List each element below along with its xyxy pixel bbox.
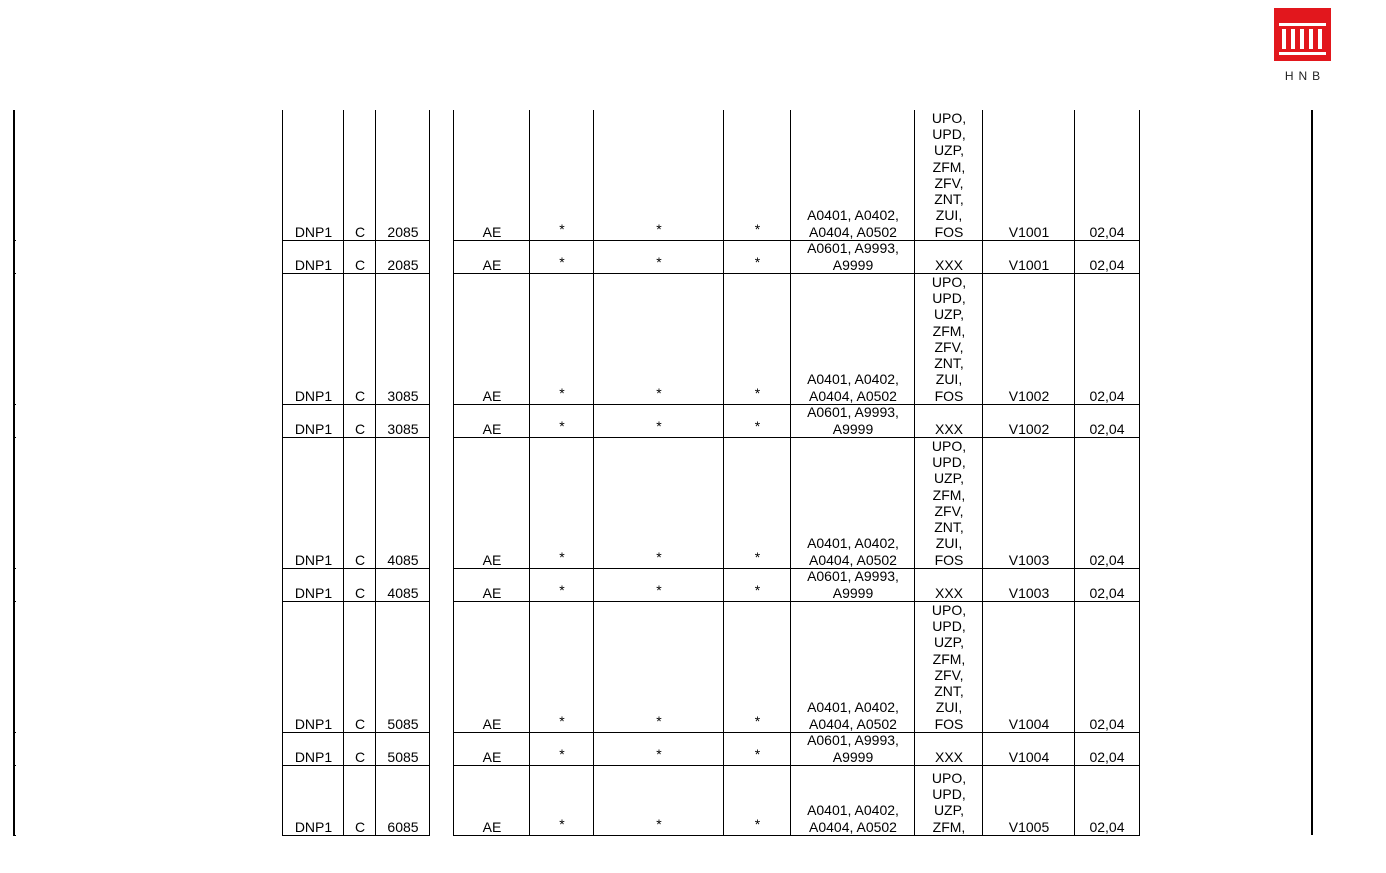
- table-cell-c7: [593, 405, 724, 438]
- cell-text: *: [559, 384, 565, 401]
- cell-text: V1001: [1008, 256, 1050, 273]
- cell-text: *: [754, 220, 761, 237]
- cell-text: DNP1: [294, 584, 333, 601]
- table-cell-c7: [593, 438, 724, 569]
- cell-text: A0401, A0402, A0404, A0502: [807, 371, 899, 404]
- cell-text: 3085: [387, 387, 419, 404]
- table-cell-c5: [453, 569, 530, 602]
- row-divider-tick: [13, 240, 16, 241]
- table-cell-c12: [1074, 274, 1140, 405]
- table-cell-c8: [723, 569, 791, 602]
- table-cell-c4: [429, 602, 454, 733]
- table-cell-c3: [375, 274, 430, 405]
- cell-text: 4085: [387, 551, 419, 568]
- cell-text: *: [656, 384, 662, 401]
- cell-text: 02,04: [1089, 584, 1125, 601]
- table-cell-c8: [723, 733, 791, 766]
- table-row: [282, 438, 1140, 569]
- cell-text: V1005: [1008, 818, 1050, 835]
- cell-text: AE: [482, 551, 502, 568]
- table-cell-c8: [723, 241, 791, 274]
- table-cell-c8: [723, 602, 791, 733]
- table-cell-c9: [790, 766, 915, 836]
- table-cell-c12: [1074, 766, 1140, 836]
- cell-text: V1002: [1008, 420, 1050, 437]
- cell-text: V1001: [1008, 223, 1050, 240]
- cell-text: C: [354, 748, 366, 765]
- table-cell-c11: [982, 569, 1075, 602]
- cell-text: XXX: [934, 420, 963, 437]
- row-divider-tick: [13, 732, 16, 733]
- cell-text: C: [354, 584, 366, 601]
- table-cell-c7: [593, 274, 724, 405]
- table-cell-c6: [529, 438, 594, 569]
- cell-text: *: [656, 220, 662, 237]
- table-cell-c6: [529, 241, 594, 274]
- table-row: [282, 241, 1140, 274]
- cell-text: AE: [482, 420, 502, 437]
- table-cell-c1: [282, 569, 344, 602]
- cell-text: *: [754, 548, 761, 565]
- left-margin-line: [13, 110, 15, 835]
- cell-text: AE: [482, 256, 502, 273]
- table-cell-c10: [914, 110, 983, 241]
- table-cell-c1: [282, 438, 344, 569]
- table-cell-c1: [282, 274, 344, 405]
- table-cell-c6: [529, 766, 594, 836]
- table-cell-c10: [914, 241, 983, 274]
- cell-text: C: [354, 223, 366, 240]
- row-divider-tick: [13, 273, 16, 274]
- table-cell-c4: [429, 733, 454, 766]
- table-cell-c2: [343, 241, 376, 274]
- cell-text: AE: [482, 715, 502, 732]
- row-divider-tick: [13, 568, 16, 569]
- cell-text: C: [354, 420, 366, 437]
- cell-text: *: [559, 581, 565, 598]
- table-cell-c6: [529, 405, 594, 438]
- cell-text: 02,04: [1089, 715, 1125, 732]
- table-cell-c8: [723, 274, 791, 405]
- cell-text: UPO, UPD, UZP, ZFM, ZFV, ZNT, ZUI, FOS: [931, 273, 967, 404]
- table-cell-c7: [593, 110, 724, 241]
- table-row: [282, 733, 1140, 766]
- cell-text: V1004: [1008, 715, 1050, 732]
- cell-text: 02,04: [1089, 818, 1125, 835]
- table-cell-c4: [429, 405, 454, 438]
- table-cell-c3: [375, 405, 430, 438]
- table-cell-c7: [593, 602, 724, 733]
- table-cell-c12: [1074, 405, 1140, 438]
- cell-text: *: [559, 815, 565, 832]
- cell-text: 2085: [387, 223, 419, 240]
- table-cell-c2: [343, 438, 376, 569]
- cell-text: XXX: [934, 256, 963, 273]
- table-cell-c10: [914, 274, 983, 405]
- table-cell-c6: [529, 110, 594, 241]
- table-cell-c12: [1074, 602, 1140, 733]
- table-cell-c10: [914, 438, 983, 569]
- cell-text: A0401, A0402, A0404, A0502: [807, 535, 899, 568]
- cell-text: *: [656, 815, 662, 832]
- cell-text: 02,04: [1089, 387, 1125, 404]
- cell-text: *: [656, 253, 662, 270]
- cell-text: AE: [482, 584, 502, 601]
- table-cell-c5: [453, 405, 530, 438]
- cell-text: *: [754, 253, 761, 270]
- cell-text: AE: [482, 818, 502, 835]
- cell-text: A0401, A0402, A0404, A0502: [807, 802, 899, 835]
- cell-text: UPO, UPD, UZP, ZFM,: [931, 769, 967, 835]
- table-cell-c11: [982, 766, 1075, 836]
- table-cell-c12: [1074, 733, 1140, 766]
- table-cell-c11: [982, 110, 1075, 241]
- cell-text: XXX: [934, 748, 963, 765]
- table-cell-c6: [529, 602, 594, 733]
- cell-text: *: [559, 712, 565, 729]
- table-cell-c3: [375, 569, 430, 602]
- row-divider-tick: [13, 404, 16, 405]
- cell-text: *: [656, 548, 662, 565]
- row-divider-tick: [13, 765, 16, 766]
- cell-text: C: [354, 387, 366, 404]
- cell-text: 02,04: [1089, 420, 1125, 437]
- table-cell-c7: [593, 241, 724, 274]
- table-cell-c7: [593, 733, 724, 766]
- cell-text: *: [559, 548, 565, 565]
- table-row: [282, 766, 1140, 836]
- table-cell-c11: [982, 274, 1075, 405]
- cell-text: AE: [482, 748, 502, 765]
- cell-text: UPO, UPD, UZP, ZFM, ZFV, ZNT, ZUI, FOS: [931, 437, 967, 568]
- cell-text: A0601, A9993, A9999: [807, 240, 899, 273]
- cell-text: *: [754, 815, 761, 832]
- table-cell-c4: [429, 766, 454, 836]
- table-cell-c9: [790, 241, 915, 274]
- cell-text: AE: [482, 223, 502, 240]
- cell-text: 02,04: [1089, 256, 1125, 273]
- table-cell-c1: [282, 241, 344, 274]
- table-cell-c4: [429, 241, 454, 274]
- table-cell-c2: [343, 274, 376, 405]
- cell-text: V1003: [1008, 584, 1050, 601]
- table-cell-c9: [790, 733, 915, 766]
- cell-text: DNP1: [294, 223, 333, 240]
- cell-text: *: [559, 745, 565, 762]
- cell-text: *: [559, 253, 565, 270]
- logo-text: HNB: [1284, 69, 1326, 83]
- table-cell-c4: [429, 438, 454, 569]
- table-row: [282, 602, 1140, 733]
- table-cell-c11: [982, 405, 1075, 438]
- table-cell-c9: [790, 438, 915, 569]
- cell-text: *: [656, 712, 662, 729]
- table-cell-c10: [914, 766, 983, 836]
- table-cell-c1: [282, 602, 344, 733]
- cell-text: A0601, A9993, A9999: [807, 732, 899, 765]
- table-cell-c2: [343, 766, 376, 836]
- table-row: [282, 405, 1140, 438]
- table-cell-c10: [914, 733, 983, 766]
- table-cell-c5: [453, 110, 530, 241]
- cell-text: C: [354, 715, 366, 732]
- cell-text: *: [656, 745, 662, 762]
- cell-text: 02,04: [1089, 551, 1125, 568]
- table-cell-c3: [375, 110, 430, 241]
- table-cell-c11: [982, 733, 1075, 766]
- cell-text: 02,04: [1089, 748, 1125, 765]
- table-cell-c8: [723, 110, 791, 241]
- table-cell-c1: [282, 110, 344, 241]
- cell-text: V1002: [1008, 387, 1050, 404]
- table-cell-c9: [790, 569, 915, 602]
- table-cell-c8: [723, 405, 791, 438]
- cell-text: DNP1: [294, 420, 333, 437]
- table-cell-c5: [453, 733, 530, 766]
- cell-text: *: [656, 417, 662, 434]
- cell-text: V1004: [1008, 748, 1050, 765]
- table-cell-c2: [343, 110, 376, 241]
- table-cell-c12: [1074, 110, 1140, 241]
- cell-text: A0601, A9993, A9999: [807, 568, 899, 601]
- cell-text: 5085: [387, 715, 419, 732]
- table-cell-c1: [282, 405, 344, 438]
- table-cell-c5: [453, 241, 530, 274]
- cell-text: *: [559, 417, 565, 434]
- cell-text: 3085: [387, 420, 419, 437]
- row-divider-tick: [13, 835, 16, 836]
- cell-text: A0401, A0402, A0404, A0502: [807, 699, 899, 732]
- table-cell-c10: [914, 602, 983, 733]
- cell-text: UPO, UPD, UZP, ZFM, ZFV, ZNT, ZUI, FOS: [931, 601, 967, 732]
- table-row: [282, 110, 1140, 241]
- table-cell-c8: [723, 438, 791, 569]
- cell-text: C: [354, 256, 366, 273]
- table-cell-c9: [790, 110, 915, 241]
- cell-text: XXX: [934, 584, 963, 601]
- table-cell-c3: [375, 438, 430, 569]
- table-cell-c1: [282, 733, 344, 766]
- table-cell-c1: [282, 766, 344, 836]
- cell-text: 2085: [387, 256, 419, 273]
- cell-text: *: [754, 745, 761, 762]
- cell-text: 02,04: [1089, 223, 1125, 240]
- cell-text: DNP1: [294, 818, 333, 835]
- table-cell-c5: [453, 438, 530, 569]
- table-cell-c9: [790, 602, 915, 733]
- cell-text: 5085: [387, 748, 419, 765]
- cell-text: *: [754, 581, 761, 598]
- hnb-logo: [1274, 8, 1331, 88]
- row-divider-tick: [13, 601, 16, 602]
- table-cell-c3: [375, 241, 430, 274]
- table-cell-c3: [375, 602, 430, 733]
- table-cell-c11: [982, 438, 1075, 569]
- table-cell-c4: [429, 110, 454, 241]
- cell-text: C: [354, 818, 366, 835]
- table-cell-c7: [593, 766, 724, 836]
- table-cell-c4: [429, 569, 454, 602]
- table-cell-c12: [1074, 438, 1140, 569]
- table-cell-c7: [593, 569, 724, 602]
- cell-text: DNP1: [294, 256, 333, 273]
- table-cell-c3: [375, 733, 430, 766]
- table-row: [282, 274, 1140, 405]
- table-row: [282, 569, 1140, 602]
- table-cell-c6: [529, 274, 594, 405]
- table-cell-c2: [343, 602, 376, 733]
- cell-text: 6085: [387, 818, 419, 835]
- table-cell-c8: [723, 766, 791, 836]
- cell-text: DNP1: [294, 387, 333, 404]
- table-cell-c2: [343, 569, 376, 602]
- right-margin-line: [1311, 110, 1313, 835]
- table-cell-c12: [1074, 241, 1140, 274]
- cell-text: C: [354, 551, 366, 568]
- table-cell-c5: [453, 274, 530, 405]
- table-cell-c9: [790, 274, 915, 405]
- table-cell-c10: [914, 569, 983, 602]
- cell-text: *: [754, 384, 761, 401]
- table-cell-c4: [429, 274, 454, 405]
- table-cell-c5: [453, 602, 530, 733]
- cell-text: V1003: [1008, 551, 1050, 568]
- table-cell-c6: [529, 569, 594, 602]
- cell-text: *: [656, 581, 662, 598]
- table-cell-c2: [343, 405, 376, 438]
- table-cell-c12: [1074, 569, 1140, 602]
- cell-text: AE: [482, 387, 502, 404]
- cell-text: *: [754, 712, 761, 729]
- table-cell-c10: [914, 405, 983, 438]
- table-cell-c5: [453, 766, 530, 836]
- cell-text: DNP1: [294, 715, 333, 732]
- cell-text: *: [754, 417, 761, 434]
- table-cell-c3: [375, 766, 430, 836]
- table-cell-c6: [529, 733, 594, 766]
- cell-text: A0601, A9993, A9999: [807, 404, 899, 437]
- table-cell-c9: [790, 405, 915, 438]
- cell-text: A0401, A0402, A0404, A0502: [807, 207, 899, 240]
- table-cell-c11: [982, 602, 1075, 733]
- row-divider-tick: [13, 437, 16, 438]
- cell-text: UPO, UPD, UZP, ZFM, ZFV, ZNT, ZUI, FOS: [931, 109, 967, 240]
- table-cell-c2: [343, 733, 376, 766]
- cell-text: 4085: [387, 584, 419, 601]
- table-cell-c11: [982, 241, 1075, 274]
- cell-text: DNP1: [294, 748, 333, 765]
- cell-text: DNP1: [294, 551, 333, 568]
- hnb-building-icon: [1274, 8, 1331, 61]
- cell-text: *: [559, 220, 565, 237]
